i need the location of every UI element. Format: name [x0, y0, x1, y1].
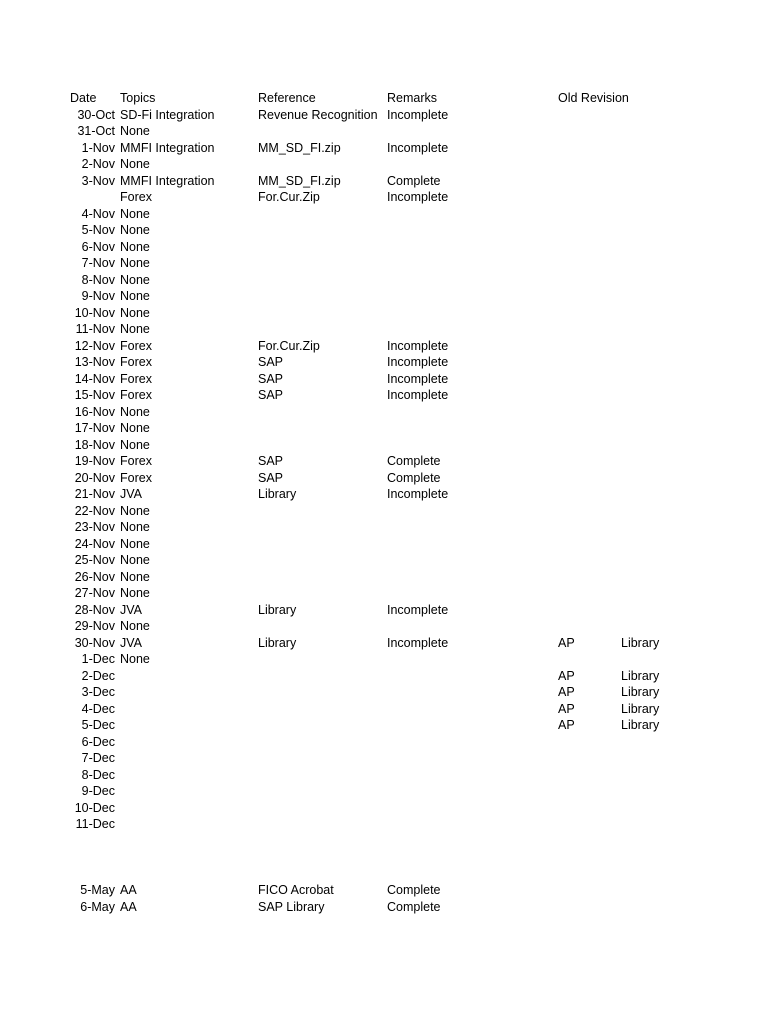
cell-date: 5-May [80, 883, 115, 897]
cell-reference: MM_SD_FI.zip [258, 140, 341, 155]
cell-remarks: Complete [387, 899, 441, 914]
cell-reference: SAP [258, 355, 284, 369]
cell-topic: AA [120, 899, 137, 914]
table-row [0, 635, 768, 652]
cell-date: 27-Nov [74, 586, 115, 600]
table-row [0, 816, 768, 833]
cell-topic: None [120, 322, 150, 336]
later-rows [0, 882, 768, 915]
cell-topic: None [120, 124, 150, 138]
header-old-revision: Old Revision [558, 91, 629, 105]
header-topics: Topics [120, 91, 156, 105]
cell-remarks: Incomplete [387, 107, 449, 122]
cell-topic: AA [120, 883, 137, 897]
cell-date: 4-Dec [81, 701, 115, 716]
main-rows [0, 107, 768, 833]
cell-topic: None [120, 239, 150, 254]
cell-topic: Forex [120, 388, 152, 402]
cell-date: 6-Dec [81, 734, 115, 749]
cell-topic: Forex [120, 190, 152, 204]
cell-topic: Forex [120, 454, 152, 468]
cell-remarks: Complete [387, 454, 441, 468]
cell-topic: None [120, 536, 150, 551]
cell-revision-extra: Library [621, 635, 660, 650]
cell-date: 21-Nov [74, 487, 115, 501]
header-row [0, 90, 768, 107]
cell-date: 30-Nov [74, 635, 115, 650]
cell-topic: Forex [120, 338, 152, 353]
spreadsheet [0, 90, 768, 915]
cell-date: 8-Dec [81, 767, 115, 782]
cell-date: 18-Nov [74, 437, 115, 452]
cell-remarks: Incomplete [387, 602, 449, 617]
cell-date: 9-Nov [81, 289, 115, 303]
cell-revision-extra: Library [621, 701, 660, 716]
cell-date: 9-Dec [81, 784, 115, 798]
cell-topic: JVA [120, 602, 142, 617]
table-row [0, 569, 768, 586]
cell-date: 1-Dec [81, 652, 115, 666]
table-row [0, 486, 768, 503]
cell-reference: Library [258, 635, 297, 650]
cell-date: 31-Oct [77, 124, 115, 138]
cell-topic: MMFI Integration [120, 173, 215, 188]
table-row [0, 387, 768, 404]
cell-reference: MM_SD_FI.zip [258, 173, 341, 188]
cell-topic: Forex [120, 470, 152, 485]
cell-date: 13-Nov [74, 355, 115, 369]
cell-date: 26-Nov [74, 569, 115, 584]
cell-date: 5-Nov [81, 223, 115, 237]
cell-date: 10-Dec [74, 800, 115, 815]
cell-date: 30-Oct [77, 107, 115, 122]
cell-topic: None [120, 256, 150, 270]
table-row [0, 255, 768, 272]
cell-topic: None [120, 619, 150, 633]
cell-date: 29-Nov [74, 619, 115, 633]
cell-topic: JVA [120, 487, 142, 501]
table-row [0, 453, 768, 470]
table-row [0, 783, 768, 800]
cell-date: 25-Nov [74, 553, 115, 567]
cell-topic: None [120, 421, 150, 435]
cell-reference: SAP [258, 371, 284, 386]
table-row [0, 882, 768, 899]
cell-date: 8-Nov [81, 272, 115, 287]
table-row [0, 338, 768, 355]
table-row [0, 354, 768, 371]
table-row [0, 767, 768, 784]
header-reference: Reference [258, 91, 316, 105]
cell-remarks: Incomplete [387, 140, 449, 155]
cell-date: 24-Nov [74, 536, 115, 551]
cell-date: 1-Nov [81, 140, 115, 155]
cell-date: 12-Nov [74, 338, 115, 353]
table-row [0, 585, 768, 602]
cell-reference: FICO Acrobat [258, 883, 334, 897]
cell-date: 7-Dec [81, 751, 115, 765]
cell-topic: None [120, 652, 150, 666]
cell-reference: Library [258, 487, 297, 501]
cell-date: 16-Nov [74, 404, 115, 419]
cell-topic: None [120, 586, 150, 600]
cell-topic: None [120, 305, 150, 320]
cell-topic: Forex [120, 371, 152, 386]
cell-revision-extra: Library [621, 685, 660, 699]
table-row [0, 371, 768, 388]
table-row [0, 288, 768, 305]
cell-remarks: Incomplete [387, 371, 449, 386]
cell-old-revision: AP [558, 635, 575, 650]
table-row [0, 107, 768, 124]
cell-date: 7-Nov [81, 256, 115, 270]
cell-reference: SAP [258, 454, 284, 468]
cell-topic: MMFI Integration [120, 140, 215, 155]
cell-topic: None [120, 206, 150, 221]
table-row [0, 420, 768, 437]
cell-reference: SAP [258, 388, 284, 402]
table-row [0, 173, 768, 190]
cell-reference: For.Cur.Zip [258, 190, 320, 204]
table-row [0, 404, 768, 421]
table-row [0, 321, 768, 338]
cell-remarks: Incomplete [387, 635, 449, 650]
cell-date: 4-Nov [81, 206, 115, 221]
cell-date: 2-Nov [81, 157, 115, 171]
cell-topic: None [120, 520, 150, 534]
cell-remarks: Incomplete [387, 338, 449, 353]
table-row [0, 156, 768, 173]
cell-date: 6-Nov [81, 239, 115, 254]
cell-reference: SAP [258, 470, 284, 485]
cell-reference: Revenue Recognition [258, 107, 378, 122]
table-row [0, 189, 768, 206]
table-row [0, 140, 768, 157]
cell-date: 2-Dec [81, 668, 115, 683]
cell-date: 19-Nov [74, 454, 115, 468]
table-row [0, 305, 768, 322]
cell-topic: JVA [120, 635, 142, 650]
table-row [0, 668, 768, 685]
cell-topic: None [120, 272, 150, 287]
cell-topic: SD-Fi Integration [120, 107, 215, 122]
cell-date: 6-May [80, 899, 115, 914]
cell-date: 11-Nov [75, 322, 115, 336]
cell-reference: Library [258, 602, 297, 617]
table-row [0, 123, 768, 140]
cell-topic: Forex [120, 355, 152, 369]
table-row [0, 618, 768, 635]
table-row [0, 206, 768, 223]
table-row [0, 651, 768, 668]
table-row [0, 272, 768, 289]
header-date: Date [70, 91, 97, 105]
cell-remarks: Complete [387, 173, 441, 188]
cell-reference: For.Cur.Zip [258, 338, 320, 353]
table-row [0, 552, 768, 569]
table-row [0, 800, 768, 817]
table-row [0, 536, 768, 553]
cell-date: 5-Dec [81, 718, 115, 732]
cell-topic: None [120, 223, 150, 237]
cell-remarks: Complete [387, 883, 441, 897]
cell-remarks: Incomplete [387, 190, 449, 204]
cell-old-revision: AP [558, 718, 575, 732]
cell-topic: None [120, 437, 150, 452]
cell-date: 14-Nov [74, 371, 115, 386]
cell-revision-extra: Library [621, 668, 660, 683]
table-row [0, 437, 768, 454]
cell-remarks: Complete [387, 470, 441, 485]
cell-reference: SAP Library [258, 899, 325, 914]
table-row [0, 470, 768, 487]
table-row [0, 222, 768, 239]
cell-old-revision: AP [558, 701, 575, 716]
header-remarks: Remarks [387, 91, 438, 105]
cell-topic: None [120, 404, 150, 419]
cell-date: 3-Dec [81, 685, 115, 699]
table-row [0, 503, 768, 520]
cell-date: 22-Nov [74, 503, 115, 518]
table-row [0, 602, 768, 619]
cell-remarks: Incomplete [387, 355, 449, 369]
cell-date: 15-Nov [74, 388, 115, 402]
cell-topic: None [120, 157, 150, 171]
table-row [0, 239, 768, 256]
cell-date: 3-Nov [81, 173, 115, 188]
table-row [0, 701, 768, 718]
cell-date: 17-Nov [74, 421, 115, 435]
cell-remarks: Incomplete [387, 388, 449, 402]
cell-date: 23-Nov [74, 520, 115, 534]
cell-topic: None [120, 569, 150, 584]
cell-date: 10-Nov [74, 305, 115, 320]
cell-revision-extra: Library [621, 718, 660, 732]
cell-date: 20-Nov [74, 470, 115, 485]
cell-topic: None [120, 289, 150, 303]
table-row [0, 734, 768, 751]
cell-topic: None [120, 503, 150, 518]
table-row [0, 750, 768, 767]
row-gap [0, 833, 768, 883]
cell-old-revision: AP [558, 668, 575, 683]
cell-remarks: Incomplete [387, 487, 449, 501]
cell-date: 11-Dec [75, 817, 115, 831]
cell-topic: None [120, 553, 150, 567]
cell-old-revision: AP [558, 685, 575, 699]
table-row [0, 717, 768, 734]
table-row [0, 684, 768, 701]
table-row [0, 519, 768, 536]
table-row [0, 899, 768, 916]
cell-date: 28-Nov [74, 602, 115, 617]
